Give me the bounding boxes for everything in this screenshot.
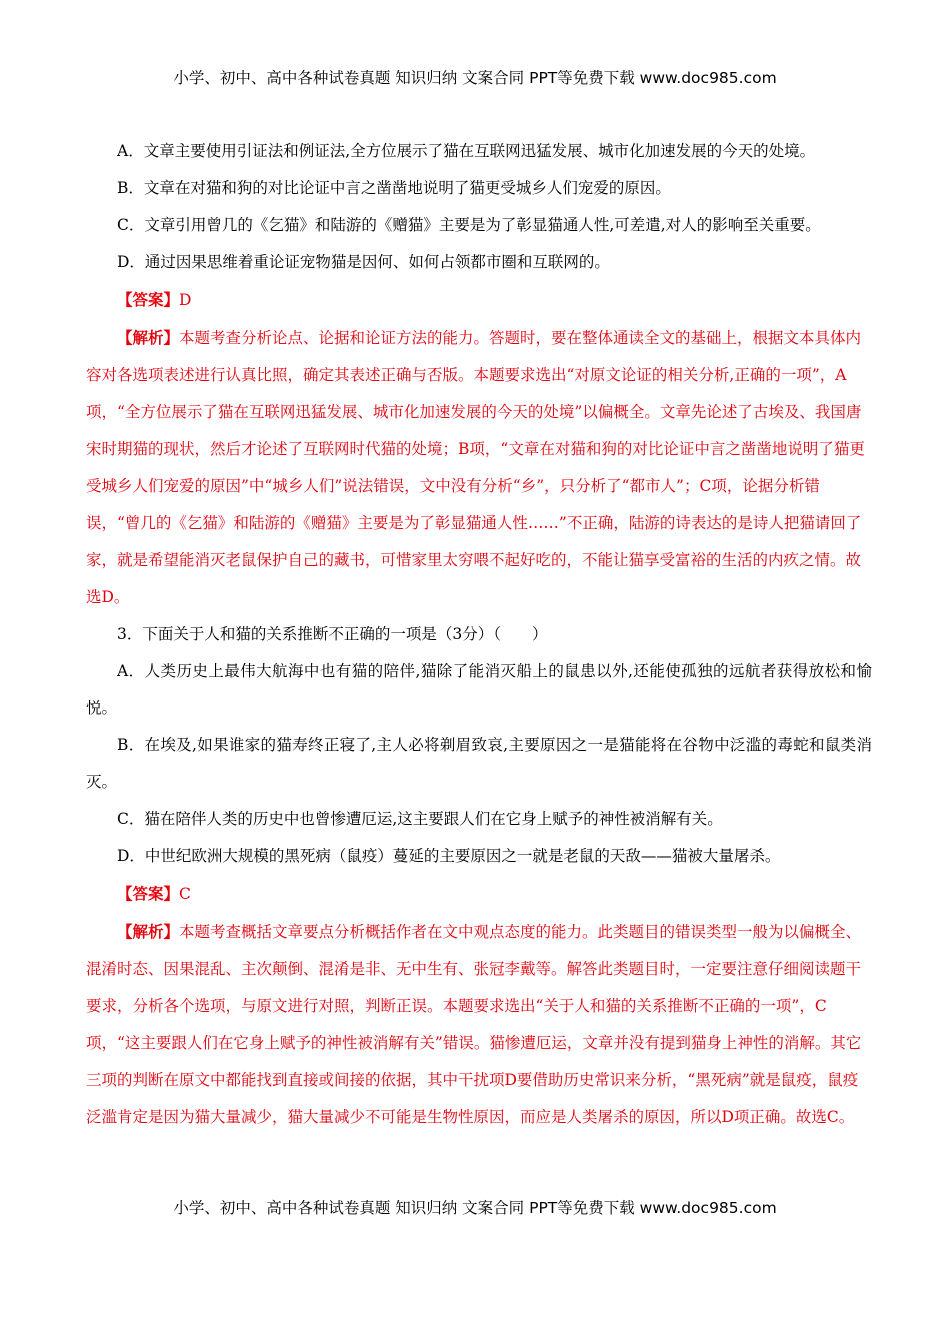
q2-analysis: [86, 319, 872, 616]
q3-analysis: [86, 913, 872, 1136]
q2-option-a: A．文章主要使用引证法和例证法,全方位展示了猫在互联网迅猛发展、城市化加速发展的今天的处境。: [117, 142, 816, 160]
analysis-label: 【解析】: [117, 328, 180, 347]
q2-option-c: C．文章引用曾几的《乞猫》和陆游的《赠猫》主要是为了彰显猫通人性,可差遣,对人的影响至关重要。: [117, 216, 821, 234]
q2-option-d: D．通过因果思维着重论证宠物猫是因何、如何占领都市圈和互联网的。: [117, 253, 610, 271]
q3-option-c: C．猫在陪伴人类的历史中也曾惨遭厄运,这主要跟人们在它身上赋予的神性被消解有关。: [117, 810, 723, 828]
analysis-text: 本题考查分析论点、论据和论证方法的能力。答题时，要在整体通读全文的基础上，根据文本具体内容对各选项表述进行认真比照，确定其表述正确与否版。本题要求选出“对原文论证的相关分析,正确的一项”，A项，“全方位展示了猫在互联网迅猛发展、城市化加速发展的今天的处境”以偏概全。文章先论述了古埃及、我国唐宋时期猫的现状，然后才论述了互联网时代猫的处境；B项，“文章在对猫和狗的对比论证中言之凿凿地说明了猫更受城乡人们宠爱的原因”中“城乡人们”说法错误，文中没有分析“乡”，只分析了“都市人”；C项，论据分析错误，“曾几的《乞猫》和陆游的《赠猫》主要是为了彰显猫通人性……”不正确，陆游的诗表达的是诗人把猫请回了家，就是希望能消灭老鼠保护自己的藏书，可惜家里太穷喂不起好吃的，不能让猫享受富裕的生活的内疚之情。故选D。: [86, 329, 865, 606]
answer-value: D: [179, 291, 192, 309]
analysis-label: 【解析】: [117, 922, 180, 941]
q2-answer: [86, 281, 872, 319]
q3-answer: [86, 875, 872, 913]
q3-stem: 3．下面关于人和猫的关系推断不正确的一项是（3分）（ ）: [117, 625, 548, 643]
answer-label: 【答案】: [117, 884, 180, 903]
q3-option-d: D．中世纪欧洲大规模的黑死病（鼠疫）蔓延的主要原因之一就是老鼠的天敌——猫被大量屠杀。: [117, 847, 781, 865]
page-content: [86, 133, 872, 1136]
page-header: 小学、初中、高中各种试卷真题 知识归纳 文案合同 PPT等免费下载 www.doc985.com: [173, 69, 777, 87]
page-footer: 小学、初中、高中各种试卷真题 知识归纳 文案合同 PPT等免费下载 www.doc985.com: [173, 1199, 777, 1217]
q3-option-a: A．人类历史上最伟大航海中也有猫的陪伴,猫除了能消灭船上的鼠患以外,还能使孤独的远航者获得放松和愉悦。: [86, 662, 872, 717]
analysis-text: 本题考查概括文章要点分析概括作者在文中观点态度的能力。此类题目的错误类型一般为以偏概全、混淆时态、因果混乱、主次颠倒、混淆是非、无中生有、张冠李戴等。解答此类题目时，一定要注意仔细阅读题干要求，分析各个选项，与原文进行对照，判断正误。本题要求选出“关于人和猫的关系推断不正确的一项”，C项，“这主要跟人们在它身上赋予的神性被消解有关”错误。猫惨遭厄运，文章并没有提到猫身上神性的消解。其它三项的判断在原文中都能找到直接或间接的依据，其中干扰项D要借助历史常识来分析，“黑死病”就是鼠疫，鼠疫泛滥肯定是因为猫大量减少，猫大量减少不可能是生物性原因，而应是人类屠杀的原因，所以D项正确。故选C。: [86, 923, 862, 1126]
answer-label: 【答案】: [117, 290, 180, 309]
q2-option-b: B．文章在对猫和狗的对比论证中言之凿凿地说明了猫更受城乡人们宠爱的原因。: [117, 179, 671, 197]
q3-option-b: B．在埃及,如果谁家的猫寿终正寝了,主人必将剃眉致哀,主要原因之一是猫能将在谷物中泛滥的毒蛇和鼠类消灭。: [86, 736, 872, 791]
answer-value: C: [179, 885, 191, 903]
